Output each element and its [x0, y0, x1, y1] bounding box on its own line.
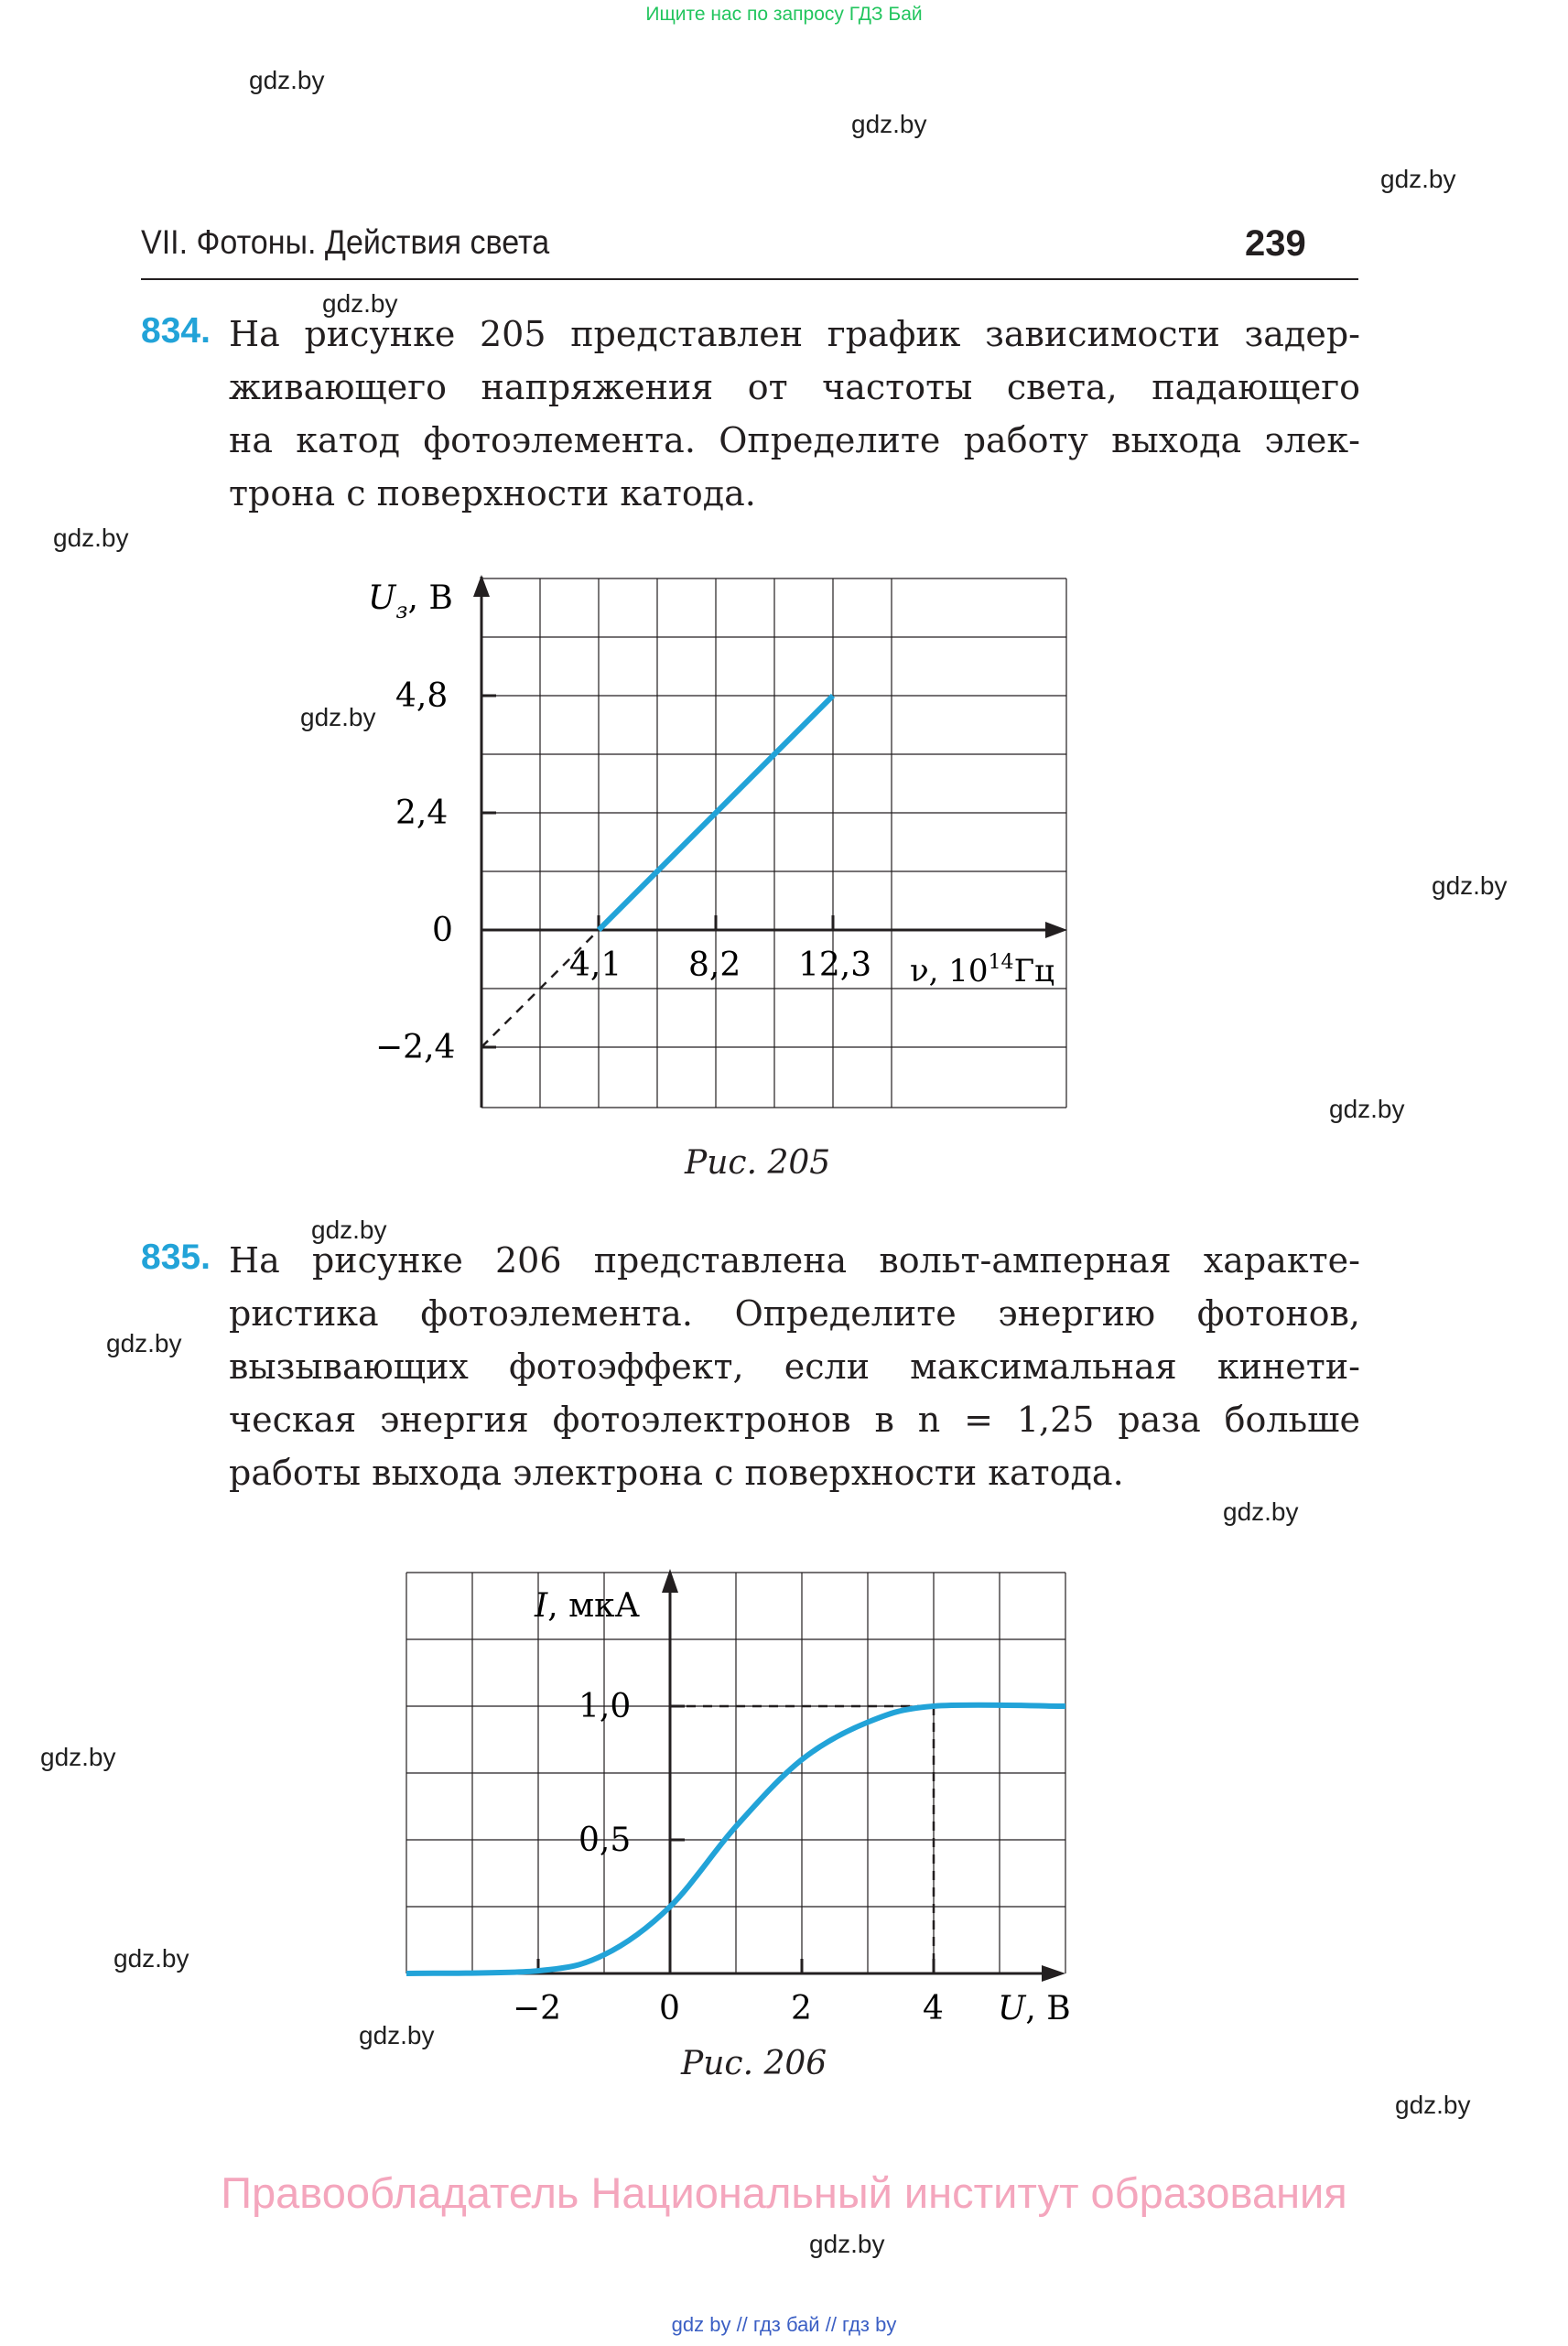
watermark: gdz.by — [1329, 1095, 1405, 1123]
footer-links[interactable]: gdz by // гдз бай // гдз by — [671, 2313, 897, 2336]
copyright-owner: Правообладатель Национальный институт образования — [221, 2168, 1347, 2217]
watermark: gdz.by — [322, 289, 398, 318]
top-banner[interactable]: Ищите нас по запросу ГДЗ Бай — [645, 4, 923, 25]
x-tick-label: 2 — [791, 1990, 812, 2027]
header-rule — [141, 278, 1358, 280]
figure-205-chart — [348, 568, 1080, 1117]
watermark: gdz.by — [1432, 871, 1508, 900]
watermark: gdz.by — [851, 110, 927, 138]
x-tick-label: 0 — [659, 1990, 680, 2027]
problem-line: живающего напряжения от частоты света, падающего — [229, 367, 1360, 407]
y-tick-label: −2,4 — [375, 1029, 456, 1066]
problem-line: ческая энергия фотоэлектронов в n = 1,25 раза больше — [229, 1400, 1360, 1440]
problem-line: работы выхода электрона с поверхности катода. — [229, 1453, 1124, 1493]
watermark: gdz.by — [106, 1329, 182, 1357]
watermark: gdz.by — [300, 703, 376, 731]
axes-205 — [481, 577, 1057, 1108]
watermark: gdz.by — [249, 66, 325, 94]
figure-205-caption: Рис. 205 — [685, 1144, 831, 1182]
y-tick-label: 0,5 — [579, 1822, 632, 1859]
watermark: gdz.by — [40, 1743, 116, 1771]
problem-line: на катод фотоэлемента. Определите работу выхода элек- — [229, 420, 1360, 460]
y-tick-label: 4,8 — [395, 677, 449, 715]
problem-line: На рисунке 205 представлен график зависимости задер- — [229, 314, 1360, 354]
grid-206 — [406, 1573, 1065, 1973]
figure-206-chart — [384, 1556, 1098, 2032]
watermark: gdz.by — [1395, 2091, 1471, 2119]
axes-206 — [406, 1574, 1056, 1973]
problem-number-835: 835. — [141, 1238, 211, 1277]
x-axis-arrow — [1045, 922, 1067, 938]
watermark: gdz.by — [114, 1944, 189, 1973]
problem-line: ристика фотоэлемента. Определите энергию фотонов, — [229, 1293, 1360, 1334]
problem-text-835 — [229, 1234, 1360, 1499]
watermark: gdz.by — [1380, 165, 1456, 193]
problem-text-834 — [229, 308, 1360, 520]
x-axis-label: ν, $10^{14}Гц$ — [910, 951, 1054, 989]
y-axis-label: I, мкА — [535, 1587, 640, 1625]
watermark: gdz.by — [53, 524, 129, 552]
problem-line: вызывающих фотоэффект, если максимальная кинети- — [229, 1346, 1360, 1387]
x-axis-label: U, В — [998, 1990, 1071, 2027]
problem-line: На рисунке 206 представлена вольт-амперная характе- — [229, 1240, 1360, 1281]
x-tick-label: 4 — [923, 1990, 944, 2027]
figure-206-caption: Рис. 206 — [681, 2045, 827, 2082]
watermark: gdz.by — [359, 2021, 435, 2049]
watermark: gdz.by — [1223, 1497, 1299, 1526]
x-tick-label: 4,1 — [569, 946, 622, 984]
watermark: gdz.by — [311, 1216, 387, 1244]
problem-number-834: 834. — [141, 311, 211, 351]
x-tick-label: 8,2 — [688, 946, 741, 984]
y-tick-label: 1,0 — [579, 1688, 632, 1725]
page-number: 239 — [1245, 223, 1306, 264]
x-tick-label: −2 — [513, 1990, 562, 2027]
y-axis-label: $U_з$, В — [368, 579, 453, 623]
chapter-title: VII. Фотоны. Действия света — [141, 223, 550, 261]
watermark: gdz.by — [809, 2230, 885, 2258]
x-tick-label: 12,3 — [798, 946, 872, 984]
y-tick-label: 2,4 — [395, 795, 449, 832]
problem-line: трона с поверхности катода. — [229, 473, 756, 514]
y-tick-label: 0 — [432, 912, 453, 949]
grid-205 — [481, 578, 1066, 1108]
x-axis-arrow — [1042, 1965, 1065, 1982]
